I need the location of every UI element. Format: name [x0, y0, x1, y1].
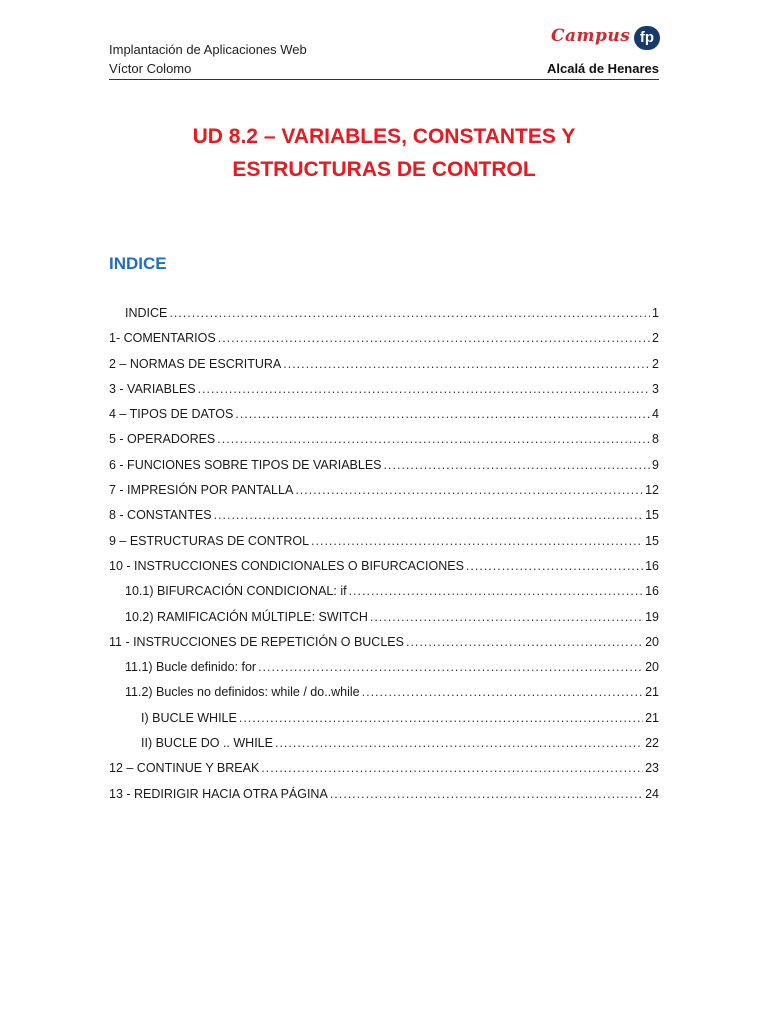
toc-entry-label: 10.1) BIFURCACIÓN CONDICIONAL: if — [125, 584, 347, 599]
toc-entry-page: 20 — [645, 660, 659, 675]
toc-entry-page: 19 — [645, 609, 659, 624]
title-line-2: ESTRUCTURAS DE CONTROL — [232, 158, 536, 181]
toc-heading: INDICE — [109, 254, 167, 273]
toc-entry-label: 5 - OPERADORES — [109, 432, 216, 447]
header-divider — [109, 79, 659, 80]
toc-entry-page: 22 — [645, 736, 659, 751]
logo-wordmark: Campus — [551, 26, 631, 46]
toc-entry-label: INDICE — [125, 306, 168, 320]
toc-entry-page: 2 — [652, 356, 659, 371]
toc-leader-dots — [275, 736, 643, 750]
toc-leader-dots — [330, 787, 643, 801]
toc-leader-dots — [261, 761, 643, 775]
toc-entry[interactable] — [109, 432, 659, 457]
toc-entry-page: 3 — [652, 381, 659, 396]
toc-leader-dots — [218, 331, 650, 345]
toc-entry-page: 1 — [652, 306, 659, 320]
toc-entry-label: 1- COMENTARIOS — [109, 331, 216, 346]
toc-entry-label: 12 – CONTINUE Y BREAK — [109, 761, 260, 776]
toc-leader-dots — [217, 432, 650, 446]
toc-entry[interactable] — [109, 584, 659, 609]
campus-city: Alcalá de Henares — [546, 61, 659, 76]
toc-leader-dots — [283, 357, 650, 371]
toc-entry[interactable] — [109, 483, 659, 508]
toc-entry[interactable] — [109, 660, 659, 685]
toc-entry-label: 8 - CONSTANTES — [109, 508, 212, 523]
toc-leader-dots — [406, 635, 643, 649]
toc-leader-dots — [362, 685, 643, 699]
toc-leader-dots — [349, 584, 644, 598]
toc-entry[interactable] — [109, 407, 659, 432]
toc-entry-label: 11.2) Bucles no definidos: while / do..while — [125, 685, 360, 700]
toc-leader-dots — [214, 508, 644, 522]
course-name: Implantación de Aplicaciones Web — [109, 42, 307, 57]
toc-entry[interactable] — [109, 559, 659, 584]
toc-leader-dots — [198, 382, 650, 396]
toc-entry-label: 10 - INSTRUCCIONES CONDICIONALES O BIFURCACIONES — [109, 558, 464, 573]
toc-entry-page: 15 — [645, 533, 659, 548]
author-name: Víctor Colomo — [109, 61, 192, 76]
toc-leader-dots — [311, 534, 643, 548]
toc-entry-label: II) BUCLE DO .. WHILE — [141, 736, 273, 751]
toc-entry[interactable] — [109, 736, 659, 761]
toc-entry-page: 20 — [645, 634, 659, 649]
toc-entry-page: 15 — [645, 508, 659, 523]
toc-entry[interactable] — [109, 382, 659, 407]
toc-entry-label: 4 – TIPOS DE DATOS — [109, 407, 234, 422]
toc-entry-label: I) BUCLE WHILE — [141, 710, 237, 725]
toc-entry[interactable] — [109, 635, 659, 660]
toc-entry-label: 11 - INSTRUCCIONES DE REPETICIÓN O BUCLES — [109, 634, 404, 649]
toc-entry-label: 9 – ESTRUCTURAS DE CONTROL — [109, 533, 310, 548]
toc-entry-label: 7 - IMPRESIÓN POR PANTALLA — [109, 483, 294, 498]
toc-entry[interactable] — [109, 711, 659, 736]
toc-entry[interactable] — [109, 761, 659, 786]
toc-entry-page: 24 — [645, 786, 659, 801]
toc-entry[interactable] — [109, 306, 659, 331]
toc-entry[interactable] — [109, 610, 659, 635]
campus-fp-logo — [551, 26, 661, 52]
toc-entry-page: 4 — [652, 407, 659, 422]
logo-badge: fp — [634, 26, 660, 50]
toc-entry[interactable] — [109, 357, 659, 382]
document-title — [109, 120, 659, 186]
toc-entry[interactable] — [109, 331, 659, 356]
toc-entry[interactable] — [109, 787, 659, 812]
toc-leader-dots — [370, 610, 643, 624]
toc-leader-dots — [239, 711, 643, 725]
toc-entry-page: 2 — [652, 331, 659, 346]
toc-entry-label: 3 - VARIABLES — [109, 381, 196, 396]
toc-entry[interactable] — [109, 458, 659, 483]
toc-entry-label: 13 - REDIRIGIR HACIA OTRA PÁGINA — [109, 786, 328, 801]
toc-leader-dots — [258, 660, 643, 674]
toc-entry-page: 21 — [645, 710, 659, 725]
toc-entry-page: 8 — [652, 432, 659, 447]
toc-leader-dots — [169, 306, 650, 320]
toc-entry[interactable] — [109, 534, 659, 559]
toc-entry-page: 23 — [645, 761, 659, 776]
toc-entry-page: 16 — [645, 558, 659, 573]
toc-leader-dots — [466, 559, 643, 573]
toc-entry-label: 10.2) RAMIFICACIÓN MÚLTIPLE: SWITCH — [125, 609, 368, 624]
table-of-contents — [109, 306, 659, 812]
toc-entry[interactable] — [109, 508, 659, 533]
toc-entry-page: 21 — [645, 685, 659, 700]
toc-leader-dots — [295, 483, 643, 497]
toc-entry-page: 12 — [645, 483, 659, 498]
title-line-1: UD 8.2 – VARIABLES, CONSTANTES Y — [192, 125, 576, 148]
toc-entry-label: 2 – NORMAS DE ESCRITURA — [109, 356, 282, 371]
toc-entry-page: 9 — [652, 457, 659, 472]
toc-entry[interactable] — [109, 685, 659, 710]
toc-entry-page: 16 — [645, 584, 659, 599]
toc-entry-label: 6 - FUNCIONES SOBRE TIPOS DE VARIABLES — [109, 457, 382, 472]
toc-leader-dots — [384, 458, 651, 472]
toc-entry-label: 11.1) Bucle definido: for — [125, 660, 257, 675]
toc-leader-dots — [235, 407, 650, 421]
